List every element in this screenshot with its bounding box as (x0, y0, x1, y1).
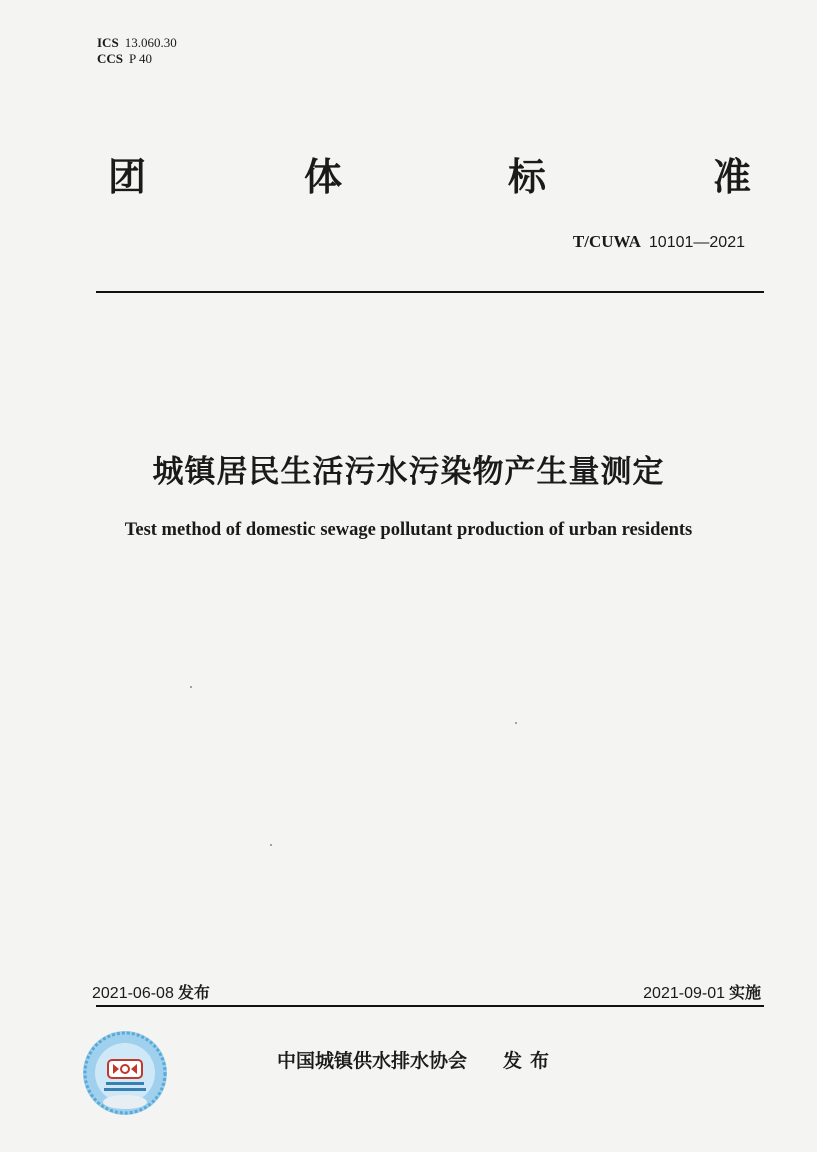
issuing-organization (277, 1046, 557, 1073)
ccs-code (97, 51, 177, 67)
classification-codes (97, 35, 177, 67)
issuer-name: 中国城镇供水排水协会 (277, 1050, 468, 1072)
scan-speck (270, 844, 272, 846)
ics-code (97, 35, 177, 51)
scan-speck (515, 722, 517, 724)
standard-type-char: 体 (304, 155, 343, 199)
standard-number-value: 10101—2021 (648, 234, 745, 251)
publish-date-value: 2021-06-08 (92, 985, 174, 1002)
ics-label: ICS (97, 35, 119, 50)
implement-date-suffix: 实施 (728, 983, 761, 1002)
certification-seal-icon (82, 1030, 168, 1116)
standard-type-char: 准 (713, 155, 752, 199)
standard-type-heading (108, 152, 758, 202)
ccs-label: CCS (97, 51, 124, 66)
scan-speck (190, 686, 192, 688)
publish-date (92, 980, 210, 1003)
standard-number-prefix: T/CUWA (572, 232, 641, 251)
footer-divider (96, 1005, 764, 1007)
title-chinese: 城镇居民生活污水污染物产生量测定 (152, 454, 665, 490)
ics-value: 13.060.30 (124, 35, 177, 50)
issuer-action: 发布 (503, 1050, 558, 1072)
standard-type-char: 团 (108, 155, 147, 199)
header-divider (96, 291, 764, 293)
implement-date (643, 980, 761, 1003)
standard-number (573, 232, 745, 252)
implement-date-value: 2021-09-01 (643, 985, 725, 1002)
publish-date-suffix: 发布 (177, 983, 210, 1002)
standard-type-char: 标 (508, 155, 547, 199)
title-english: Test method of domestic sewage pollutant production of urban residents (124, 520, 693, 540)
ccs-value: P 40 (129, 51, 153, 66)
